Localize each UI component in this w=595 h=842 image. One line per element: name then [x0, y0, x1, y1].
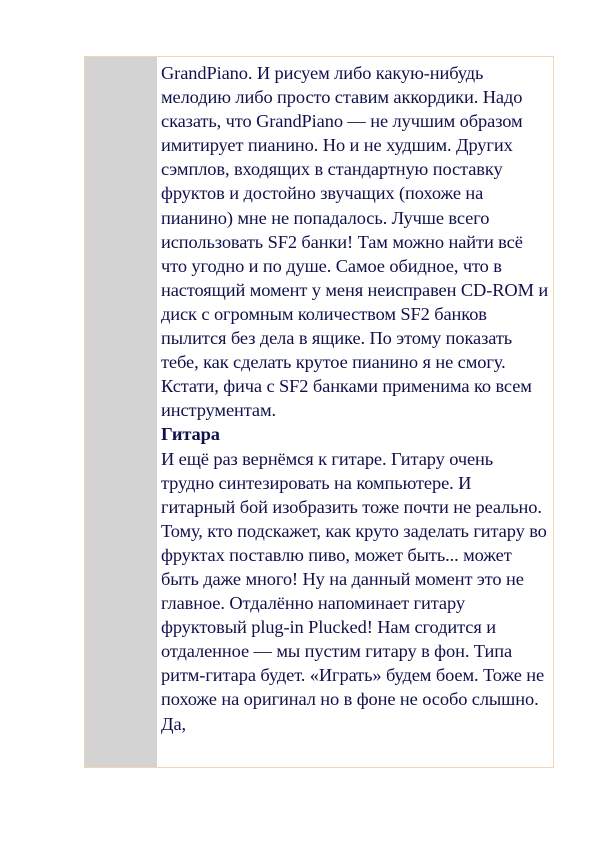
paragraph-piano: GrandPiano. И рисуем либо какую-нибудь мелодию либо просто ставим аккордики. Надо сказать, что GrandPiano — не лучшим образом имитирует пианино. Но и не худшим. Других сэмплов, входящих в стандартную поставку фруктов и достойно звучащих (похоже на пианино) мне не попадалось. Лучше всего использовать SF2 банки! Там можно найти всё что угодно и по душе. Самое обидное, что в настоящий момент у меня неисправен CD-ROM и диск с огромным количеством SF2 банков пылится без дела в ящике. По этому показать тебе, как сделать крутое пианино я не смогу. Кстати, фича с SF2 банками применима ко всем инструментам. [161, 63, 549, 421]
gray-sidebar [85, 57, 157, 767]
section-heading-guitar: Гитара [161, 424, 220, 445]
text-frame [84, 56, 554, 768]
text-content [161, 61, 549, 767]
paragraph-guitar: И ещё раз вернёмся к гитаре. Гитару очень трудно синтезировать на компьютере. И гитарный бой изобразить тоже почти не реально. Тому, кто подскажет, как круто заделать гитару во фруктах поставлю пиво, может быть... может быть даже много! Ну на данный момент это не главное. Отдалённо напоминает гитару фруктовый plug-in Plucked! Нам сгодится и отдаленное — мы пустим гитару в фон. Типа ритм-гитара будет. «Играть» будем боем. Тоже не похоже на оригинал но в фоне не особо слышно. Да, [161, 448, 547, 734]
